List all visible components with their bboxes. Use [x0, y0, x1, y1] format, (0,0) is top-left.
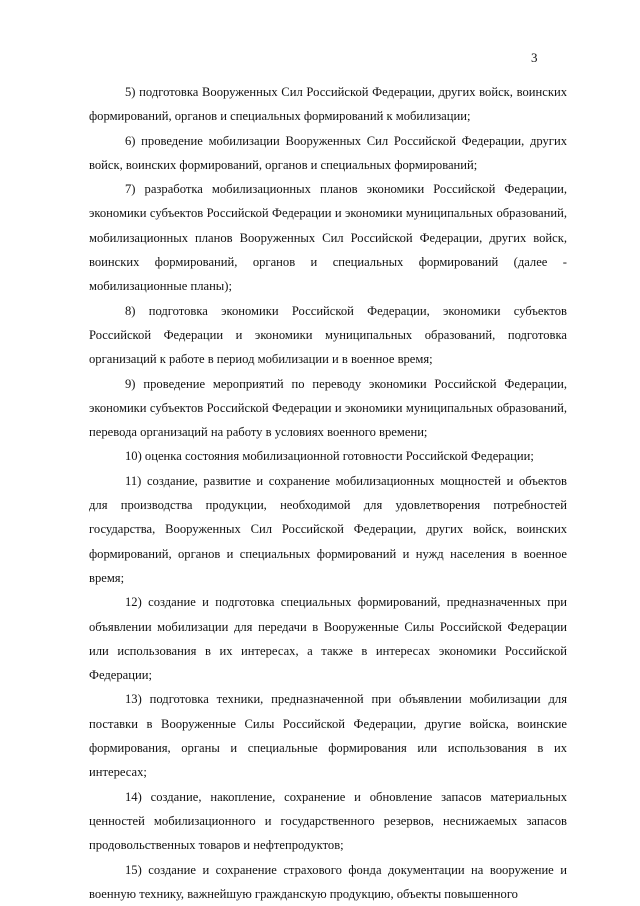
- list-item-5: 5) подготовка Вооруженных Сил Российской Федерации, других войск, воинских формирований, органов и специальных формирований к мобилизации;: [89, 80, 567, 129]
- list-item-10: 10) оценка состояния мобилизационной готовности Российской Федерации;: [89, 444, 567, 468]
- list-item-7: 7) разработка мобилизационных планов экономики Российской Федерации, экономики субъектов Российской Федерации и экономики муниципальных образований, мобилизационных планов Вооруженных Сил Российской Федерации, других войск, воинских формирований, органов и специальных формирований (далее - мобилизационные планы);: [89, 177, 567, 298]
- page-number: 3: [531, 50, 538, 66]
- list-item-6: 6) проведение мобилизации Вооруженных Сил Российской Федерации, других войск, воинских формирований, органов и специальных формирований;: [89, 129, 567, 178]
- document-body: [89, 80, 567, 906]
- list-item-8: 8) подготовка экономики Российской Федерации, экономики субъектов Российской Федерации и экономики муниципальных образований, подготовка организаций к работе в период мобилизации и в военное время;: [89, 299, 567, 372]
- list-item-13: 13) подготовка техники, предназначенной при объявлении мобилизации для поставки в Вооруженные Силы Российской Федерации, другие войска, воинские формирования, органы и специальные формирования или использования в их интересах;: [89, 687, 567, 784]
- list-item-12: 12) создание и подготовка специальных формирований, предназначенных при объявлении мобилизации для передачи в Вооруженные Силы Российской Федерации или использования в их интересах, а также в интересах экономики Российской Федерации;: [89, 590, 567, 687]
- list-item-14: 14) создание, накопление, сохранение и обновление запасов материальных ценностей мобилизационного и государственного резервов, неснижаемых запасов продовольственных товаров и нефтепродуктов;: [89, 785, 567, 858]
- list-item-15: 15) создание и сохранение страхового фонда документации на вооружение и военную технику, важнейшую гражданскую продукцию, объекты повышенного: [89, 858, 567, 906]
- list-item-11: 11) создание, развитие и сохранение мобилизационных мощностей и объектов для производства продукции, необходимой для удовлетворения потребностей государства, Вооруженных Сил Российской Федерации, других войск, воинских формирований, органов и специальных формирований и нужд населения в военное время;: [89, 469, 567, 590]
- list-item-9: 9) проведение мероприятий по переводу экономики Российской Федерации, экономики субъектов Российской Федерации и экономики муниципальных образований, перевода организаций на работу в условиях военного времени;: [89, 372, 567, 445]
